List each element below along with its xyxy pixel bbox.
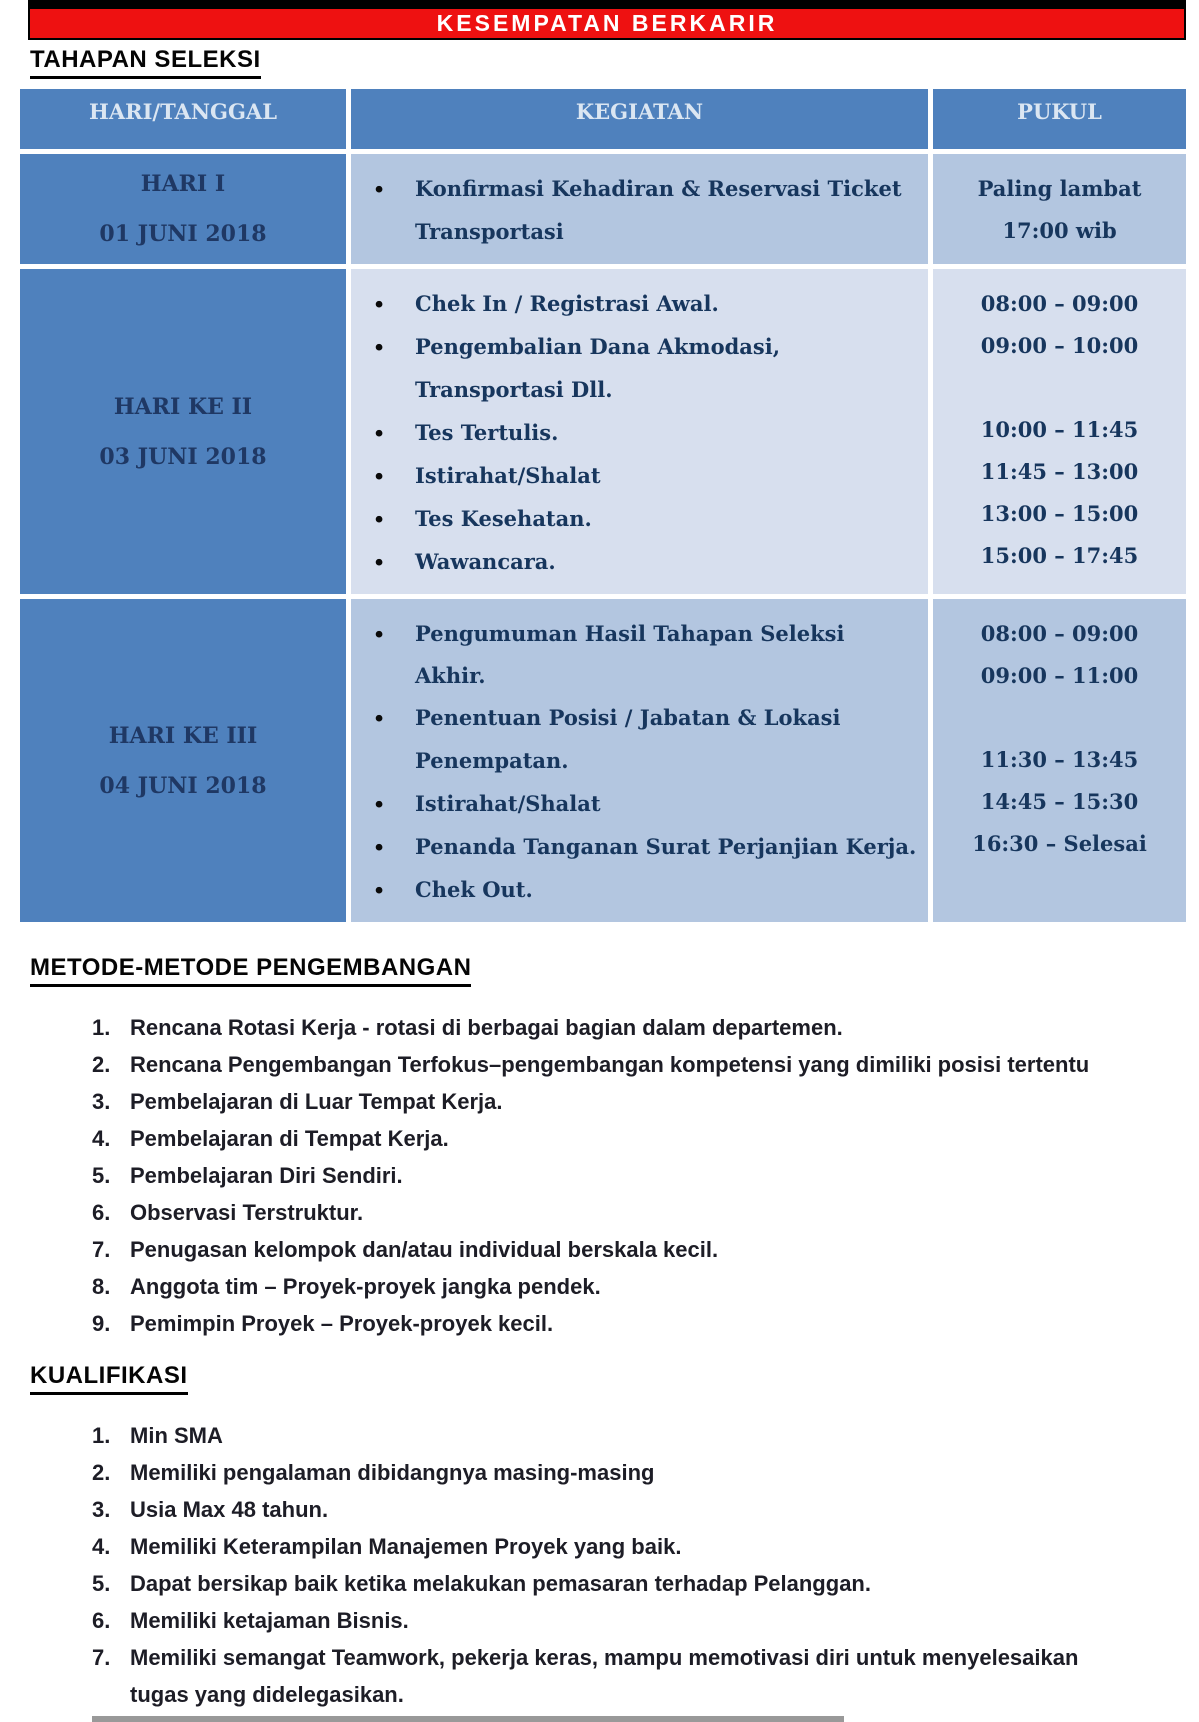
kegiatan-line (363, 498, 920, 541)
item-number: 7. (92, 1645, 111, 1670)
pukul-text (937, 367, 1182, 409)
bullet-icon (363, 697, 415, 740)
header-cell-pukul: PUKUL (933, 89, 1186, 149)
bullet-icon (363, 498, 415, 541)
section-heading-kualifikasi (30, 1362, 1199, 1395)
item-number: 6. (92, 1608, 111, 1633)
item-number: 3. (92, 1497, 111, 1522)
kegiatan-text: Penanda Tanganan Surat Perjanjian Kerja. (415, 834, 917, 859)
pukul-cell (933, 599, 1186, 922)
pukul-text: 15:00 – 17:45 (980, 543, 1139, 568)
item-number: 6. (92, 1200, 111, 1225)
item-text: Pembelajaran di Tempat Kerja. (130, 1126, 449, 1151)
item-number: 7. (92, 1237, 111, 1262)
section-heading-metode (30, 954, 1199, 987)
header-cell-kegiatan: KEGIATAN (351, 89, 928, 149)
pukul-text: 08:00 – 09:00 (980, 291, 1139, 316)
table-row-hari-2 (20, 269, 1181, 594)
day-cell (20, 269, 346, 594)
item-number: 9. (92, 1311, 111, 1336)
kegiatan-line (363, 168, 920, 211)
item-text: Pembelajaran Diri Sendiri. (130, 1163, 403, 1188)
kegiatan-line (363, 740, 920, 783)
item-text: Observasi Terstruktur. (130, 1200, 364, 1225)
item-number: 2. (92, 1052, 111, 1077)
kegiatan-text: Chek Out. (415, 877, 533, 902)
item-text: Min SMA (130, 1423, 223, 1448)
pukul-text: 09:00 – 10:00 (980, 333, 1139, 358)
item-number: 5. (92, 1163, 111, 1188)
list-item (92, 1268, 1199, 1305)
table-row-hari-3 (20, 599, 1181, 922)
kegiatan-line (363, 211, 920, 254)
item-number: 1. (92, 1423, 111, 1448)
list-item (92, 1157, 1199, 1194)
day-label: HARI KE II (113, 393, 253, 420)
table-header-row (20, 89, 1181, 149)
pukul-text: 13:00 – 15:00 (980, 501, 1139, 526)
item-text: Memiliki Keterampilan Manajemen Proyek yang baik. (130, 1534, 682, 1559)
item-number: 4. (92, 1126, 111, 1151)
kegiatan-text: Wawancara. (415, 549, 556, 574)
metode-heading-text: METODE-METODE PENGEMBANGAN (30, 954, 471, 987)
kegiatan-cell (351, 599, 928, 922)
kegiatan-line (363, 412, 920, 455)
kegiatan-line (363, 455, 920, 498)
bullet-icon (363, 783, 415, 826)
selection-schedule-table (20, 89, 1181, 922)
list-item (92, 1120, 1199, 1157)
pukul-text: Paling lambat (977, 176, 1142, 201)
kualifikasi-heading-text: KUALIFIKASI (30, 1362, 188, 1395)
day-cell (20, 599, 346, 922)
item-text: Pemimpin Proyek – Proyek-proyek kecil. (130, 1311, 554, 1336)
bullet-icon (363, 455, 415, 498)
pukul-text: 11:45 – 13:00 (980, 459, 1139, 484)
pukul-cell (933, 269, 1186, 594)
kegiatan-text: Transportasi (415, 219, 564, 244)
kegiatan-text: Penentuan Posisi / Jabatan & Lokasi (415, 705, 841, 730)
day-cell (20, 154, 346, 264)
list-item (92, 1528, 1199, 1565)
list-item (92, 1454, 1199, 1491)
kegiatan-cell (351, 154, 928, 264)
kegiatan-text: Tes Kesehatan. (415, 506, 592, 531)
item-text: Memiliki pengalaman dibidangnya masing-masing (130, 1460, 655, 1485)
pukul-text: 11:30 – 13:45 (980, 747, 1139, 772)
item-number: 2. (92, 1460, 111, 1485)
bullet-icon (363, 211, 415, 254)
banner-title: KESEMPATAN BERKARIR (436, 10, 778, 36)
day-date: 04 JUNI 2018 (99, 772, 267, 799)
day-date: 03 JUNI 2018 (99, 443, 267, 470)
list-item (92, 1491, 1199, 1528)
list-item (92, 1046, 1199, 1083)
kegiatan-line (363, 826, 920, 869)
pukul-text: 16:30 – Selesai (972, 831, 1147, 856)
bullet-icon (363, 412, 415, 455)
kegiatan-text: Konfirmasi Kehadiran & Reservasi Ticket (415, 176, 902, 201)
item-text: Penugasan kelompok dan/atau individual berskala kecil. (130, 1237, 719, 1262)
day-label: HARI I (140, 171, 226, 197)
list-item (92, 1639, 1199, 1713)
kegiatan-text: Pengembalian Dana Akmodasi, (415, 334, 781, 359)
kegiatan-text: Chek In / Registrasi Awal. (415, 291, 719, 316)
pukul-text: 17:00 wib (1002, 218, 1117, 243)
list-item (92, 1305, 1199, 1342)
item-text: Dapat bersikap baik ketika melakukan pemasaran terhadap Pelanggan. (130, 1571, 871, 1596)
item-number: 3. (92, 1089, 111, 1114)
kegiatan-text: Transportasi Dll. (415, 377, 613, 402)
kegiatan-text: Penempatan. (415, 748, 569, 773)
metode-list (92, 1009, 1199, 1342)
pukul-text: 09:00 – 11:00 (980, 663, 1139, 688)
kegiatan-line (363, 283, 920, 326)
bullet-icon (363, 826, 415, 869)
list-item (92, 1565, 1199, 1602)
item-text: Pembelajaran di Luar Tempat Kerja. (130, 1089, 503, 1114)
pukul-text: 10:00 – 11:45 (980, 417, 1139, 442)
bullet-icon (363, 869, 415, 912)
kegiatan-line (363, 783, 920, 826)
kegiatan-text: Istirahat/Shalat (415, 791, 601, 816)
table-row-hari-1 (20, 154, 1181, 264)
bullet-icon (363, 541, 415, 584)
item-number: 5. (92, 1571, 111, 1596)
section-heading-tahapan (30, 46, 1199, 79)
kegiatan-text: Istirahat/Shalat (415, 463, 601, 488)
list-item (92, 1602, 1199, 1639)
list-item (92, 1417, 1199, 1454)
bullet-icon (363, 283, 415, 326)
header-cell-hari-tanggal: HARI/TANGGAL (20, 89, 346, 149)
item-number: 4. (92, 1534, 111, 1559)
pukul-cell (933, 154, 1186, 264)
item-text: Memiliki ketajaman Bisnis. (130, 1608, 409, 1633)
list-item (92, 1083, 1199, 1120)
list-item (92, 1194, 1199, 1231)
career-banner (28, 0, 1186, 40)
item-text: Usia Max 48 tahun. (130, 1497, 329, 1522)
kegiatan-line (363, 541, 920, 584)
bullet-icon (363, 168, 415, 211)
kegiatan-line (363, 326, 920, 369)
page-content (0, 46, 1199, 1713)
kegiatan-text: Pengumuman Hasil Tahapan Seleksi Akhir. (415, 621, 845, 688)
kegiatan-line (363, 697, 920, 740)
cutoff-next-section-bar (92, 1716, 844, 1722)
item-text: Memiliki semangat Teamwork, pekerja keras, mampu memotivasi diri untuk menyelesaikan tugas yang didelegasikan. (130, 1645, 1079, 1707)
item-text: Rencana Rotasi Kerja - rotasi di berbagai bagian dalam departemen. (130, 1015, 843, 1040)
kegiatan-line (363, 869, 920, 912)
item-text: Anggota tim – Proyek-proyek jangka pendek. (130, 1274, 601, 1299)
day-label: HARI KE III (108, 722, 258, 749)
pukul-text: 08:00 – 09:00 (980, 621, 1139, 646)
bullet-icon (363, 369, 415, 412)
item-number: 1. (92, 1015, 111, 1040)
pukul-text (937, 697, 1182, 739)
kegiatan-text: Tes Tertulis. (415, 420, 559, 445)
kualifikasi-list (92, 1417, 1199, 1713)
kegiatan-line (363, 369, 920, 412)
item-text: Rencana Pengembangan Terfokus–pengembangan kompetensi yang dimiliki posisi tertentu (130, 1052, 1090, 1077)
kegiatan-cell (351, 269, 928, 594)
tahapan-heading-text: TAHAPAN SELEKSI (30, 46, 261, 79)
list-item (92, 1231, 1199, 1268)
pukul-text: 14:45 – 15:30 (980, 789, 1139, 814)
list-item (92, 1009, 1199, 1046)
bullet-icon (363, 740, 415, 783)
item-number: 8. (92, 1274, 111, 1299)
day-date: 01 JUNI 2018 (99, 221, 267, 247)
kegiatan-line (363, 613, 920, 697)
bullet-icon (363, 326, 415, 369)
bullet-icon (363, 613, 415, 656)
